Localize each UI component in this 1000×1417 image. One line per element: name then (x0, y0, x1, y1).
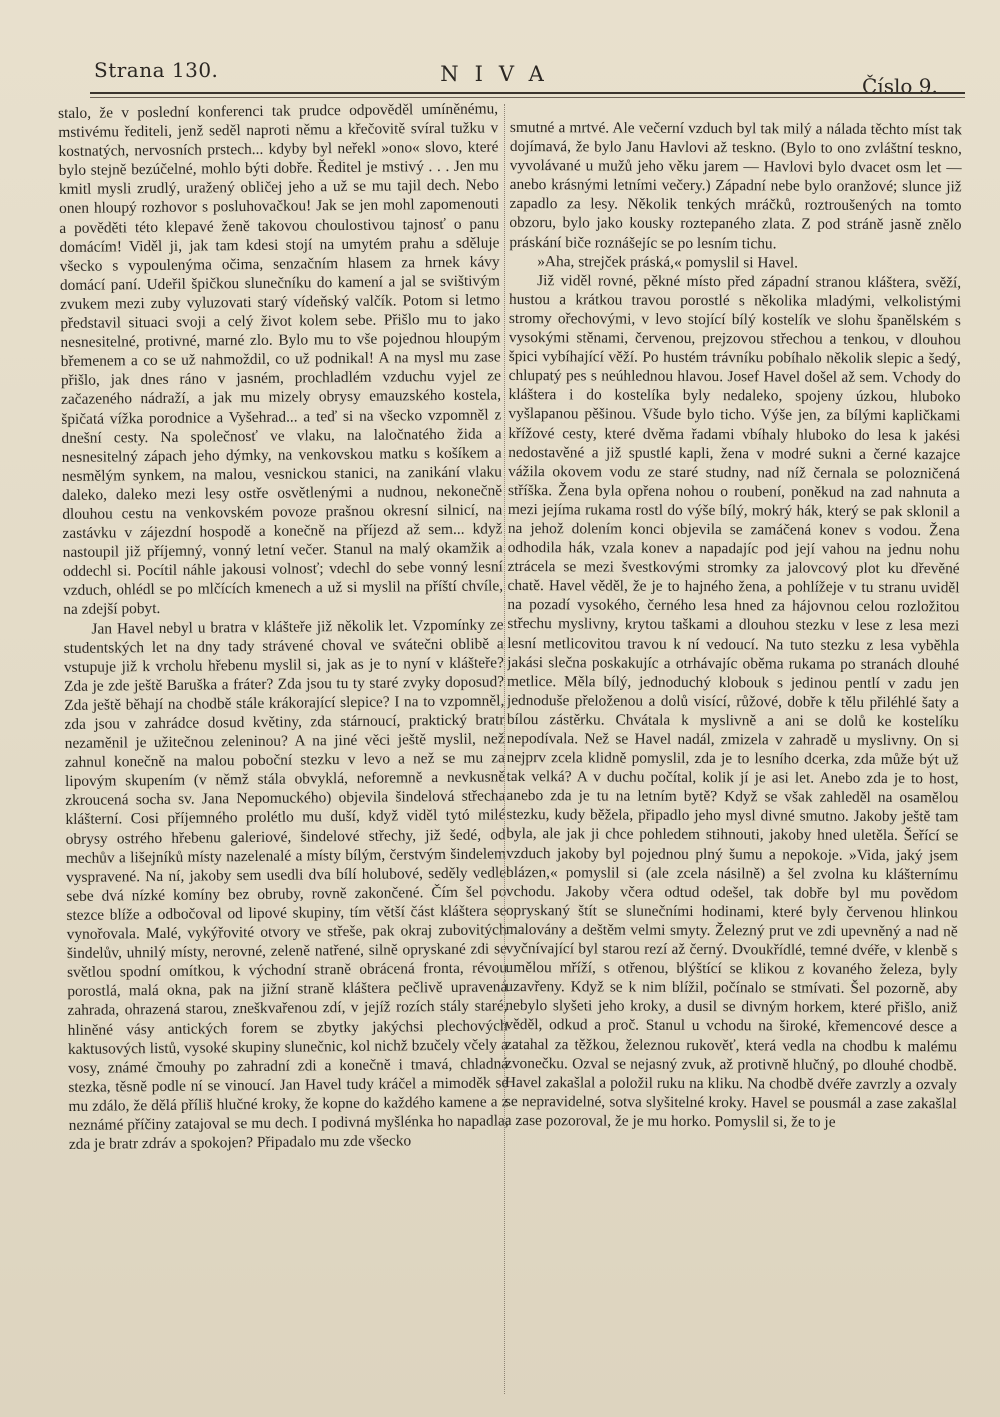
paragraph: »Aha, strejček práská,« pomyslil si Havel. (537, 252, 799, 272)
page-number: Strana 130. (94, 58, 219, 82)
page-header (0, 0, 1000, 100)
left-column (58, 99, 512, 1410)
issue-number: Číslo 9. (862, 74, 938, 98)
journal-title: NIVA (440, 62, 560, 86)
paragraph: stalo, že v poslední konferenci tak prudce odpověděl umíněnému, mstivému řediteli, jenž seděl naproti němu a křečovitě svíral tužku v kostnatých, nervosních prstech... kdyby byl neřekl »ono« slovo, které bylo stejně bezúčelné, mohlo býti dobře. Ředitel je mstivý . . . Jen mu kmitl mysli zrudlý, uražený obličej jeho a už se mu tajil dech. Nebo onen hloupý rozhovor s posluhovačkou! Jak se jen mohl zapomenouti a pověděti této klepavé ženě takovou choulostivou tajnosť o panu domácím! Viděl ji, jak tam kdesi stojí na umytém prahu a sděluje všecko s vypoulenýma očima, senzačním hlasem za hrnek kávy domácí paní. Udeřil špičkou slunečníku do kamení a jal se svištivým zvukem mezi zuby vyluzovati starý vídeňský valčík. Potom si letmo představil situaci svoji a celý život kolem sebe. Přišlo mu to jako nesnesitelné, protivné, marné zlo. Bylo mu to vše pojednou hloupým břemenem a co se už nahmoždil, co už podnikal! A na mysl mu zase přišlo, jak dnes ráno v jasném, prochladlém vzduchu vyjel ze začazeného nádraží, a jak mu mizely obrysy emauzského kostela, špičatá vížka porodnice a Vyšehrad... a teď si na všecko vzpomněl z dnešní cesty. Na společnosť ve vlaku, na laločnatého žida a nesnesitelný zápach jeho dýmky, na venkovskou matku s košíkem a nesmělým synkem, na malou, vesnickou stanici, na zanikání vlaku daleko, daleko mezi lesy ostře osvětlenými a nudnou, nekonečně dlouhou cestu na venkovském povoze prašnou okresní silnicí, na zastávku v zájezdní hospodě a konečně na příjezd až sem... když nastoupil již příjemný, vonný letní večer. Stanul na malý okamžik a oddechl si. Pocítil náhle jakousi volnosť; vdechl do sebe vonný lesní vzduch, ohlédl se po mlčících kmenech a už si myslil na příští chvíle, na zdejší pobyt. (58, 100, 504, 619)
header-rule-thin (90, 97, 965, 98)
paragraph: Již viděl rovné, pěkné místo před západní stranou kláštera, svěží, hustou a krátkou travou porostlé s několika mladými, velkolistými stromy ořechovými, v levo stojící bílý kostelík ve slohu španělském s vysokými stěnami, červenou, prejzovou střechou a tenkou, v dlouhou špici vybíhající věží. Po hustém trávníku pobíhalo několik slepic a šedý, chlupatý pes s neúhlednou hlavou. Josef Havel došel až sem. Vchody do kláštera i do kostelíka byly nedaleko, spojeny úzkou, hluboko vyšlapanou pěšinou. Všude bylo ticho. Výše jen, za bílými kapličkami křížové cesty, které dvěma řadami vbíhaly hluboko do lesa k jakési nedostavěné a již spustlé kapli, žena v modré sukni a černé kazajce vážila okovem vodu ze staré studny, nad níž černala se polozničená stříška. Žena byla opřena nohou o roubení, poněkud na zad nahnuta a mezi jejíma rukama rostl do výše bílý, mokrý hák, který se pak sklonil a na jehož dolením konci objevila se zamáčená konev s vodou. Žena odhodila hák, vzala konev a napadajíc pod její vahou na jednu nohu ztrácela se mezi švestkovými stromky za jalovcový plot ku dřevěné chatě. Havel věděl, že je to hajného žena, a pohlížeje v tu stranu uviděl na pozadí vysokého, černého lesa hned za hájovnou celou rozložitou střechu myslivny, krytou taškami a dlouhou stezku v lese z lesa mezi lesní metlicovitou travou k ní vedoucí. Na tuto stezku z lesa vyběhla jakási slečna poskakujíc a otrhávajíc oběma rukama po stranách dlouhé metlice. Měla bílý, jednoduchý klobouk s jedinou pentlí v zadu jen jednoduše přeloženou a dolů visící, růžové, dobře k tělu přiléhlé šaty a bílou zástěrku. Chvátala k myslivně a ani se dolů ke kostelíku nepodívala. Než se Havel nadál, zmizela v zahradě u myslivny. On si nejprv zcela klidně pomyslil, zda je to lesního dcerka, zda může být už tak velká? A v duchu počítal, kolik jí je asi let. Anebo zda je to host, anebo zda je tu na letním bytě? Když se však zahleděl na osamělou stezku, kudy běžela, připadlo jeho mysl divné smutno. Jakoby ještě tam byla, ale jak ji chce pohledem stihnouti, jakoby hned uletěla. Šeřící se vzduch jakoby byl pojednou plný šumu a nepokoje. »Vida, jaký jsem blázen,« pomyslil si (ale zcela násilně) a šel zvolna ku klášternímu vchodu. Jakoby včera odtud odešel, tak dobře byl mu povědom opryskaný štít se slunečními hodinami, které byly červenou hlinkou malovány a deštěm velmi smyty. Železný prut ve zdi upevněný a nad ně vyčnívající byl starou rezí až černý. Dvoukřídlé, temné dvéře, v klenbě s umělou mříží, s otřenou, blýštící se klikou z kovaného železa, byly uzavřeny. Když se k nim blížil, počínalo se stmívati. Šel pozorně, aby nebylo slyšeti jeho kroky, a dusil se divným horkem, které přišlo, aniž věděl, odkud a proč. Stanul u vchodu na široké, křemencové desce a zatahal za těžkou, železnou rukověť, která vedla na chodbu k malému zvonečku. Ozval se nejasný zvuk, až protivně hlučný, po dlouhé chodbě. Havel zakašlal a položil ruku na kliku. Na chodbě dvéře zavrzly a ozvaly se nepravidelné, sotva slyšitelné kroky. Havel se pousmál a zase zakašlal a zase pozoroval, že je mu horko. Pomyslil si, že to je (504, 271, 962, 1131)
paragraph: smutné a mrtvé. Ale večerní vzduch byl tak milý a nálada těchto míst tak dojímavá, že bylo Janu Havlovi až teskno. (Bylo to ono zvláštní teskno, vyvolávané u mužů jeho věku jarem — Havlovi bylo dvacet osm let — anebo krásnými letními večery.) Západní nebe bylo oranžové; slunce již zapadlo za lesy. Několik tenkých mráčků, roztroušených na tomto obzoru, bylo jako kousky roztepaného zlata. Z pod stráně jasně znělo práskání biče roznášejíc se po lesním tichu. (509, 118, 962, 252)
paragraph: Jan Havel nebyl u bratra v klášteře již několik let. Vzpomínky ze studentských let na dny tady strávené choval ve svátečni oblibě a vstupuje již k vrcholu hřebenu myslil si, jak as je to nyní v klášteře? Zda je zde ještě Baruška a fráter? Zda jsou tu ty staré zvyky doposud? Zda ještě běhají na chodbě stále krákorající slepice? I na to vzpomněl, zda jsou v zahrádce dosud květiny, zda stárnoucí, praktický bratr nezaměnil je užitečnou zeleninou? A na jiné věci ještě myslil, než zahnul konečně na malou poboční stezku v levo a než se mu za lipovým skupením (v němž stála obvyklá, neforemně a nevkusně zkroucená socha sv. Jana Nepomuckého) objevila šindelová střecha klášterní. Cosi příjemného prolétlo mu duší, když viděl tytó milé obrysy ostrého hřebenu galeriové, šindelové střechy, již šedé, od mechův a lišejníků místy nazelenalé a místy bílým, čerstvým šindelem vyspravené. Na ní, jakoby sem usedli dva bílí holubové, seděly vedle sebe dvá nízké komíny bez obruby, rovně zakončené. Čím šel po stezce blíže a odbočoval od lipové skupiny, tím větší část kláštera se vynořovala. Malé, vykýřovité otvory ve střeše, pak okraj zubovitých šindelův, uhnilý místy, nerovné, zeleně natřené, silně opryskané zdi se světlou spodní omítkou, k východní straně obrácená fronta, révou porostlá, malá okna, pak na jižní straně kláštera pečlivě upravená zahrada, ohrazená starou, zneškvařenou zdí, v jejíž rozích stály staré, hliněné vásy antických forem se zbytky jakýchsi plechových kaktusových listů, vysoké skupiny slunečnic, kol nichž bzučely včely a vosy, známé čmouhy po zahradní zdi a konečně i tmavá, chladná stezka, těsně podle ní se vinoucí. Jan Havel tudy kráčel a mimoděk se mu zdálo, že dělá příliš hlučné kroky, že kopne do každého kamene a z neznámé příčiny zatajoval se mu dech. I podivná myšlénka ho napadla, zda je bratr zdráv a spokojen? Připadalo mu zde všecko (63, 615, 509, 1154)
header-rule (90, 92, 965, 94)
right-column (503, 118, 962, 1417)
